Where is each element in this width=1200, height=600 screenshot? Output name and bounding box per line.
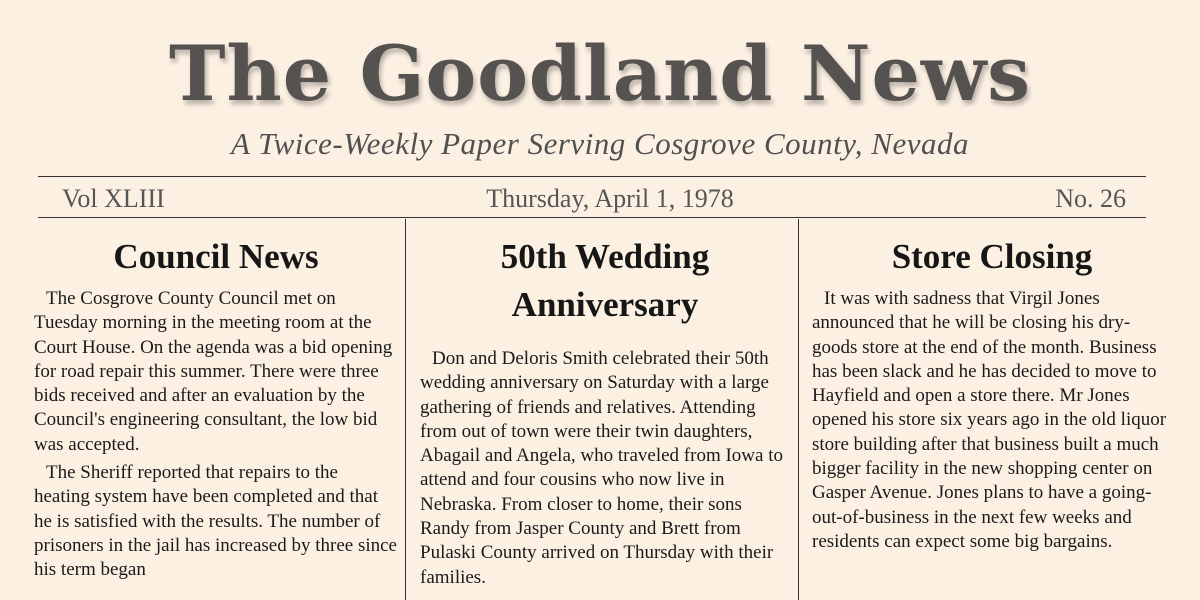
article-paragraph: Don and Deloris Smith celebrated their 50th wedding anniversary on Saturday with a large gathering of friends and relatives. Attending from out of town were their twin daughters, Abagail and Angela, who traveled from Iowa to attend and four cousins who now live in Nebraska. From closer to home, their sons Randy from Jasper County and Brett from Pulaski County arrived on Thursday with their families.	[420, 348, 783, 588]
volume-label: Vol XLIII	[62, 184, 165, 213]
newspaper-subtitle: A Twice-Weekly Paper Serving Cosgrove County, Nevada	[231, 126, 969, 161]
newspaper-title: The Goodland News	[168, 29, 1032, 118]
article-columns	[0, 219, 1200, 600]
masthead	[0, 0, 1200, 170]
column-divider	[405, 219, 406, 600]
article-paragraph: The Cosgrove County Council met on Tuesday morning in the meeting room at the Court House. On the agenda was a bid opening for road repair this summer. There were three bids received and after an evaluation by the Council's engineering consultant, the low bid was accepted.	[34, 288, 393, 455]
article-headline: Store Closing	[891, 237, 1093, 276]
dateline-top-rule	[38, 176, 1146, 177]
column-divider	[798, 219, 799, 600]
issue-number: No. 26	[1055, 184, 1126, 213]
dateline-bottom-rule	[38, 217, 1146, 218]
article-headline: Council News	[113, 237, 319, 276]
article-paragraph: The Sheriff reported that repairs to the heating system have been completed and that he is satisfied with the results. The number of prisoners in the jail has increased by three since his term began	[34, 462, 397, 581]
dateline	[62, 180, 1126, 218]
issue-date: Thursday, April 1, 1978	[486, 184, 734, 213]
article-council-news	[34, 219, 398, 600]
article-store-closing	[812, 219, 1172, 600]
article-paragraph: It was with sadness that Virgil Jones announced that he will be closing his dry-goods store at the end of the month. Business has been slack and he has decided to move to Hayfield and open a store there. Mr Jones opened his store six years ago in the old liquor store building after that business built a much bigger facility in the new shopping center on Gasper Avenue. Jones plans to have a going-out-of-business in the next few weeks and residents can expect some big bargains.	[812, 288, 1167, 552]
article-headline: 50th Wedding Anniversary	[500, 237, 710, 324]
article-wedding-anniversary	[420, 219, 790, 600]
